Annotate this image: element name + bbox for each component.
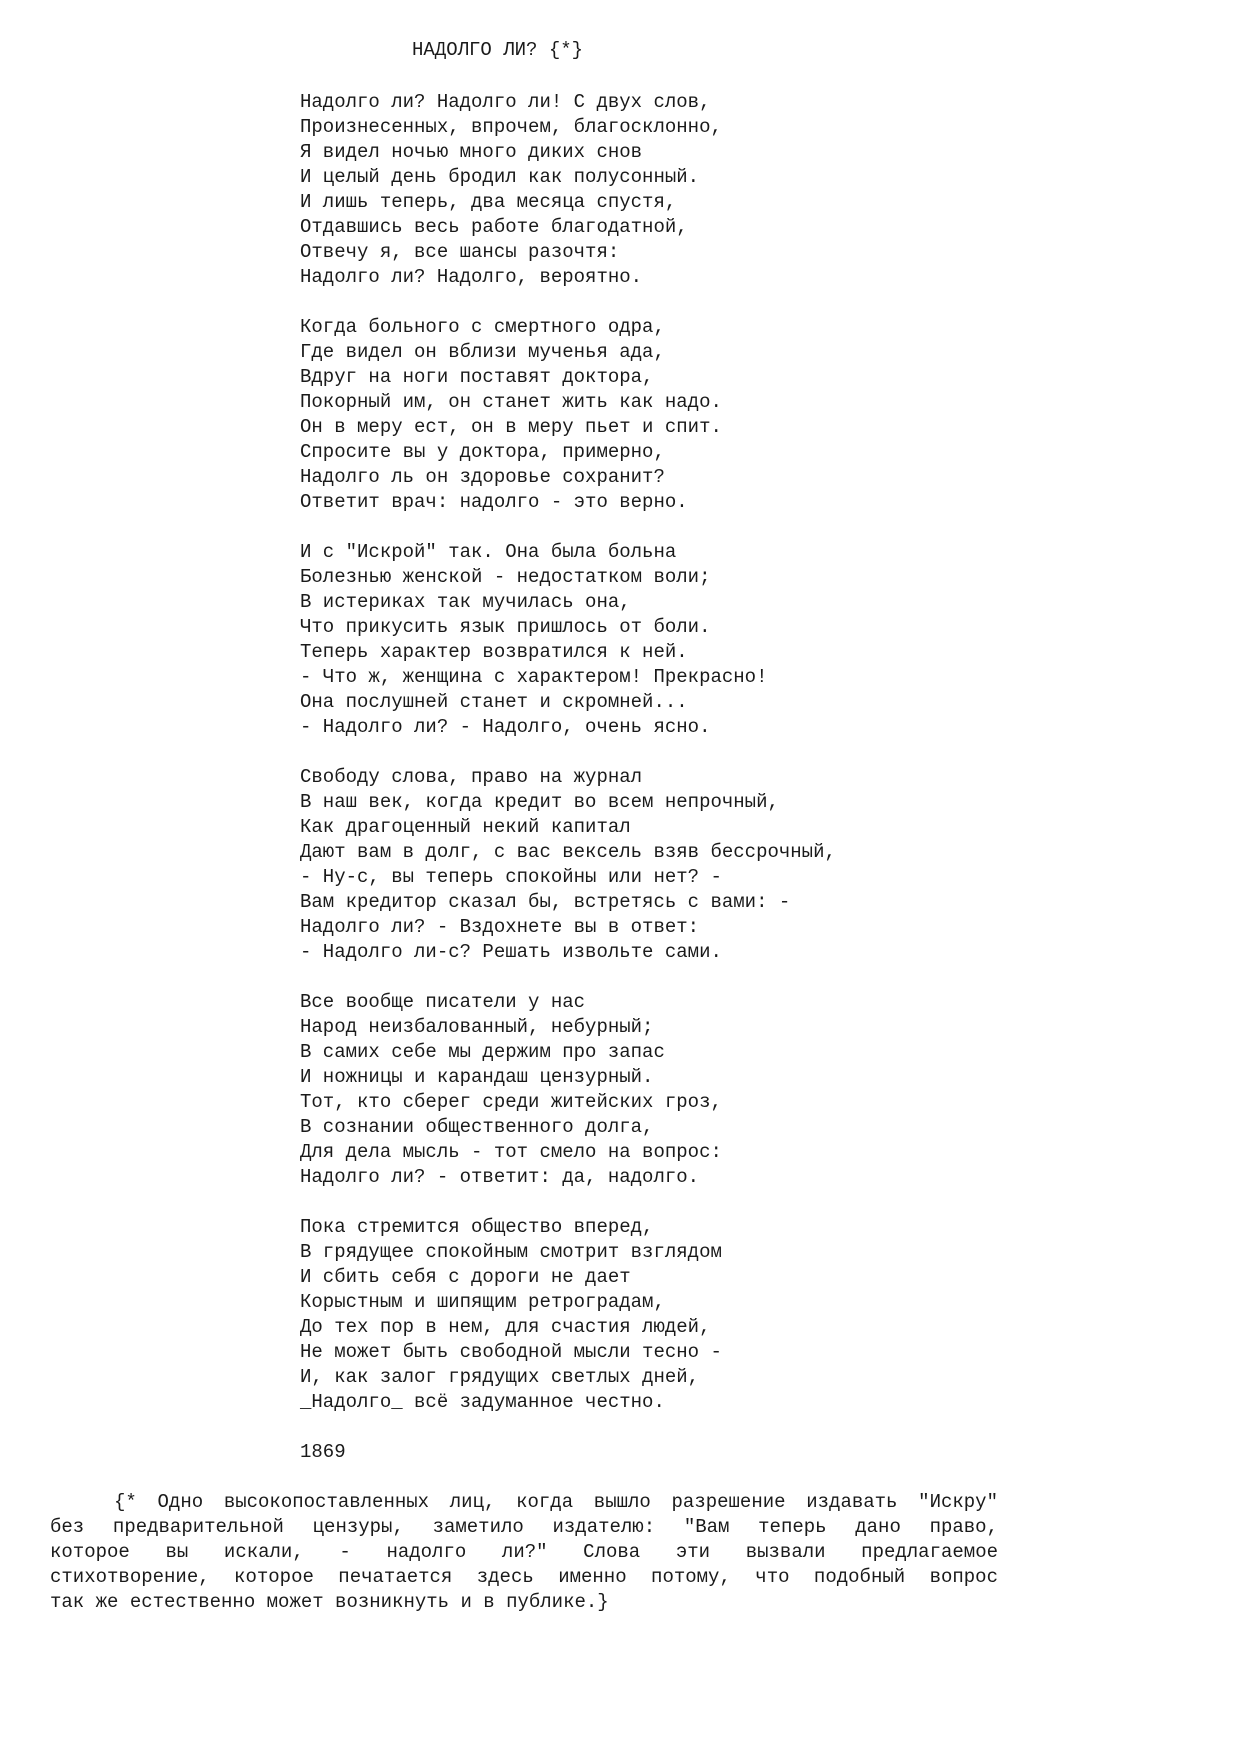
- poem-line: И лишь теперь, два месяца спустя,: [300, 191, 677, 213]
- poem-line: Надолго ль он здоровье сохранит?: [300, 466, 665, 488]
- stanza-3: [300, 540, 836, 740]
- poem-line: - Что ж, женщина с характером! Прекрасно!: [300, 666, 768, 688]
- poem-body: [300, 90, 836, 1440]
- poem-title: НАДОЛГО ЛИ? {*}: [412, 39, 584, 61]
- poem-line: Надолго ли? Надолго ли! С двух слов,: [300, 91, 711, 113]
- poem-line: И, как залог грядущих светлых дней,: [300, 1366, 700, 1388]
- poem-line: В истериках так мучилась она,: [300, 591, 631, 613]
- poem-line: И целый день бродил как полусонный.: [300, 166, 700, 188]
- poem-line: Где видел он вблизи мученья ада,: [300, 341, 665, 363]
- stanza-5: [300, 990, 836, 1190]
- poem-line: Она послушней станет и скромней...: [300, 691, 688, 713]
- poem-line: Теперь характер возвратился к ней.: [300, 641, 688, 663]
- poem-line: Дают вам в долг, с вас вексель взяв бессрочный,: [300, 841, 836, 863]
- poem-line: Корыстным и шипящим ретроградам,: [300, 1291, 665, 1313]
- footnote: [50, 1490, 998, 1615]
- footnote-line: так же естественно может возникнуть и в публике.}: [50, 1591, 609, 1613]
- footnote-line: {* Одно высокопоставленных лиц, когда вышло разрешение издавать "Искру": [114, 1491, 998, 1513]
- poem-line: Болезнью женской - недостатком воли;: [300, 566, 711, 588]
- poem-line: _Надолго_ всё задуманное честно.: [300, 1391, 665, 1413]
- poem-line: Отвечу я, все шансы разочтя:: [300, 241, 620, 263]
- poem-line: В сознании общественного долга,: [300, 1116, 654, 1138]
- stanza-2: [300, 315, 836, 515]
- poem-line: Не может быть свободной мысли тесно -: [300, 1341, 722, 1363]
- poem-line: Пока стремится общество вперед,: [300, 1216, 654, 1238]
- poem-line: И сбить себя с дороги не дает: [300, 1266, 631, 1288]
- poem-line: Надолго ли? Надолго, вероятно.: [300, 266, 643, 288]
- poem-line: Надолго ли? - ответит: да, надолго.: [300, 1166, 700, 1188]
- poem-line: Ответит врач: надолго - это верно.: [300, 491, 688, 513]
- poem-line: Когда больного с смертного одра,: [300, 316, 665, 338]
- stanza-4: [300, 765, 836, 965]
- poem-line: - Ну-с, вы теперь спокойны или нет? -: [300, 866, 722, 888]
- poem-line: - Надолго ли? - Надолго, очень ясно.: [300, 716, 711, 738]
- poem-line: Произнесенных, впрочем, благосклонно,: [300, 116, 722, 138]
- poem-line: Он в меру ест, он в меру пьет и спит.: [300, 416, 722, 438]
- poem-line: Тот, кто сберег среди житейских гроз,: [300, 1091, 722, 1113]
- poem-line: В самих себе мы держим про запас: [300, 1041, 665, 1063]
- poem-line: Спросите вы у доктора, примерно,: [300, 441, 665, 463]
- poem-line: Вам кредитор сказал бы, встретясь с вами: -: [300, 891, 791, 913]
- stanza-1: [300, 90, 836, 290]
- footnote-line: стихотворение, которое печатается здесь именно потому, что подобный вопрос: [50, 1566, 998, 1588]
- poem-line: И ножницы и карандаш цензурный.: [300, 1066, 654, 1088]
- poem-line: И с "Искрой" так. Она была больна: [300, 541, 677, 563]
- poem-line: Надолго ли? - Вздохнете вы в ответ:: [300, 916, 700, 938]
- poem-line: Я видел ночью много диких снов: [300, 141, 643, 163]
- poem-year: 1869: [300, 1441, 346, 1463]
- poem-line: Отдавшись весь работе благодатной,: [300, 216, 688, 238]
- poem-line: В грядущее спокойным смотрит взглядом: [300, 1241, 722, 1263]
- poem-line: Свободу слова, право на журнал: [300, 766, 643, 788]
- poem-line: Для дела мысль - тот смело на вопрос:: [300, 1141, 722, 1163]
- footnote-line: которое вы искали, - надолго ли?" Слова эти вызвали предлагаемое: [50, 1541, 998, 1563]
- poem-line: До тех пор в нем, для счастия людей,: [300, 1316, 711, 1338]
- poem-line: Покорный им, он станет жить как надо.: [300, 391, 722, 413]
- poem-line: Что прикусить язык пришлось от боли.: [300, 616, 711, 638]
- poem-line: Вдруг на ноги поставят доктора,: [300, 366, 654, 388]
- poem-line: Народ неизбалованный, небурный;: [300, 1016, 654, 1038]
- poem-line: Все вообще писатели у нас: [300, 991, 586, 1013]
- poem-line: В наш век, когда кредит во всем непрочный,: [300, 791, 779, 813]
- stanza-6: [300, 1215, 836, 1415]
- footnote-line: без предварительной цензуры, заметило издателю: "Вам теперь дано право,: [50, 1516, 998, 1538]
- poem-line: - Надолго ли-с? Решать извольте сами.: [300, 941, 722, 963]
- poem-line: Как драгоценный некий капитал: [300, 816, 631, 838]
